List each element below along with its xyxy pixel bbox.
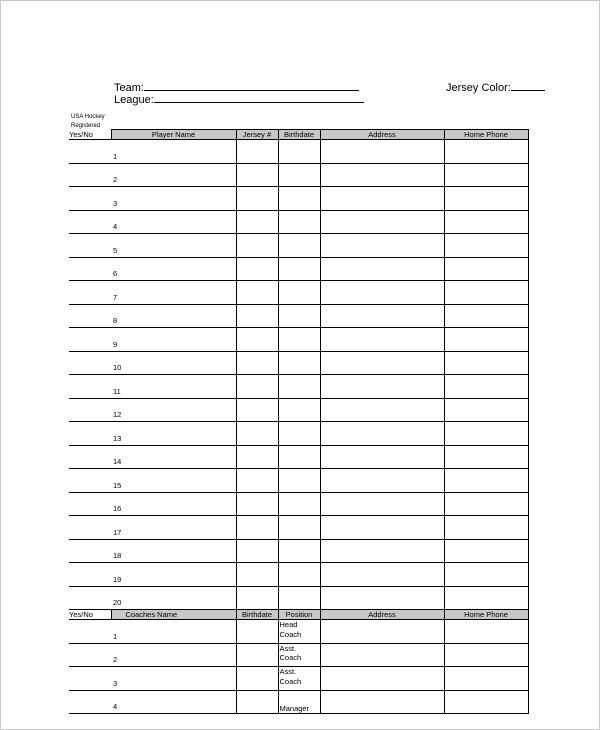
position-cell[interactable]	[278, 620, 320, 644]
jersey-number-cell[interactable]	[236, 492, 278, 516]
player-row	[69, 469, 528, 493]
coach-yesno-cell[interactable]	[69, 667, 111, 691]
player-name-cell[interactable]	[111, 422, 236, 446]
player-name-cell[interactable]	[111, 398, 236, 422]
player-name-cell[interactable]	[111, 257, 236, 281]
coach-yesno-cell[interactable]	[69, 620, 111, 644]
jersey-number-cell[interactable]	[236, 539, 278, 563]
jersey-number-cell[interactable]	[236, 304, 278, 328]
coach-name-cell[interactable]	[111, 620, 236, 644]
player-yesno-cell[interactable]	[69, 563, 111, 587]
player-name-cell[interactable]	[111, 210, 236, 234]
birthdate-cell[interactable]	[278, 539, 320, 563]
player-row-number: 5	[113, 245, 118, 255]
player-row	[69, 304, 528, 328]
team-line[interactable]	[144, 80, 359, 91]
home-phone-cell[interactable]	[444, 210, 528, 234]
jersey-number-cell[interactable]	[236, 469, 278, 493]
coach-home-phone-cell[interactable]	[444, 643, 528, 667]
player-header-row	[69, 130, 528, 140]
player-row-number: 14	[113, 457, 122, 466]
player-row-number: 20	[113, 598, 122, 607]
birthdate-cell[interactable]	[278, 516, 320, 540]
address-header: Address	[320, 130, 444, 140]
player-name-cell[interactable]	[111, 304, 236, 328]
address-cell[interactable]	[320, 163, 444, 187]
birthdate-cell[interactable]	[278, 187, 320, 211]
jersey-number-cell[interactable]	[236, 351, 278, 375]
player-yesno-cell[interactable]	[69, 586, 111, 610]
player-yesno-cell[interactable]	[69, 492, 111, 516]
player-name-cell[interactable]	[111, 187, 236, 211]
home-phone-cell[interactable]	[444, 187, 528, 211]
coach-name-cell[interactable]	[111, 643, 236, 667]
player-name-cell[interactable]	[111, 563, 236, 587]
player-row	[69, 492, 528, 516]
player-name-cell[interactable]	[111, 469, 236, 493]
coach-row-number: 2	[113, 655, 118, 664]
birthdate-cell[interactable]	[278, 210, 320, 234]
home-phone-cell[interactable]	[444, 398, 528, 422]
birthdate-cell[interactable]	[278, 375, 320, 399]
jersey-number-cell[interactable]	[236, 234, 278, 258]
address-cell[interactable]	[320, 187, 444, 211]
player-yesno-cell[interactable]	[69, 351, 111, 375]
player-row	[69, 351, 528, 375]
player-row	[69, 375, 528, 399]
player-row	[69, 516, 528, 540]
jersey-color-line[interactable]	[511, 80, 545, 91]
player-row-number: 10	[113, 363, 122, 372]
coach-home-phone-cell[interactable]	[444, 667, 528, 691]
player-row	[69, 281, 528, 305]
jersey-number-cell[interactable]	[236, 398, 278, 422]
player-row	[69, 586, 528, 610]
birthdate-cell[interactable]	[278, 586, 320, 610]
birthdate-cell[interactable]	[278, 563, 320, 587]
player-name-cell[interactable]	[111, 281, 236, 305]
player-row-number: 4	[113, 222, 118, 231]
player-row	[69, 140, 528, 164]
address-cell[interactable]	[320, 469, 444, 493]
coach-header-row	[69, 610, 528, 620]
coach-birthdate-cell[interactable]	[236, 643, 278, 667]
address-cell[interactable]	[320, 445, 444, 469]
coach-row-number: 3	[113, 678, 118, 688]
coach-row	[69, 667, 528, 691]
coach-name-cell[interactable]	[111, 690, 236, 714]
birthdate-cell[interactable]	[278, 351, 320, 375]
address-cell[interactable]	[320, 422, 444, 446]
home-phone-cell[interactable]	[444, 281, 528, 305]
player-row	[69, 445, 528, 469]
position-value: Head Coach	[279, 620, 302, 639]
jersey-number-cell[interactable]	[236, 445, 278, 469]
player-yesno-cell[interactable]	[69, 422, 111, 446]
player-row-number: 17	[113, 527, 122, 537]
coach-birthdate-header: Birthdate	[236, 610, 278, 620]
home-phone-cell[interactable]	[444, 257, 528, 281]
coach-yesno-cell[interactable]	[69, 690, 111, 714]
player-name-cell[interactable]	[111, 351, 236, 375]
jersey-number-cell[interactable]	[236, 586, 278, 610]
player-name-cell[interactable]	[111, 163, 236, 187]
player-row	[69, 328, 528, 352]
position-cell[interactable]	[278, 690, 320, 714]
home-phone-cell[interactable]	[444, 492, 528, 516]
player-row-number: 15	[113, 480, 122, 490]
player-name-cell[interactable]	[111, 539, 236, 563]
player-yesno-header: Yes/No	[69, 130, 111, 140]
address-cell[interactable]	[320, 257, 444, 281]
address-cell[interactable]	[320, 304, 444, 328]
player-row-number: 1	[113, 151, 118, 161]
birthdate-cell[interactable]	[278, 257, 320, 281]
coaches-name-header: Coaches Name	[111, 610, 236, 620]
coach-row	[69, 643, 528, 667]
coach-address-cell[interactable]	[320, 690, 444, 714]
jersey-number-cell[interactable]	[236, 375, 278, 399]
birthdate-header: Birthdate	[278, 130, 320, 140]
player-row	[69, 422, 528, 446]
player-name-header: Player Name	[111, 130, 236, 140]
league-label: League:	[114, 94, 154, 106]
jersey-number-cell[interactable]	[236, 187, 278, 211]
player-name-cell[interactable]	[111, 140, 236, 164]
coach-yesno-cell[interactable]	[69, 643, 111, 667]
home-phone-cell[interactable]	[444, 234, 528, 258]
birthdate-cell[interactable]	[278, 492, 320, 516]
player-row-number: 16	[113, 504, 122, 513]
player-name-cell[interactable]	[111, 586, 236, 610]
position-cell[interactable]	[278, 667, 320, 691]
home-phone-cell[interactable]	[444, 445, 528, 469]
player-name-cell[interactable]	[111, 328, 236, 352]
jersey-color-label: Jersey Color:	[446, 82, 511, 94]
player-yesno-cell[interactable]	[69, 210, 111, 234]
player-yesno-cell[interactable]	[69, 516, 111, 540]
player-name-cell[interactable]	[111, 375, 236, 399]
address-cell[interactable]	[320, 516, 444, 540]
address-cell[interactable]	[320, 563, 444, 587]
usa-hockey-label: USA Hockey	[71, 114, 105, 120]
position-value: Asst. Coach	[279, 667, 302, 686]
birthdate-cell[interactable]	[278, 140, 320, 164]
player-row-number: 19	[113, 574, 122, 584]
coach-birthdate-cell[interactable]	[236, 620, 278, 644]
coach-row	[69, 690, 528, 714]
registered-label: Registered	[71, 123, 101, 129]
home-phone-cell[interactable]	[444, 351, 528, 375]
position-header: Position	[278, 610, 320, 620]
jersey-number-cell[interactable]	[236, 516, 278, 540]
birthdate-cell[interactable]	[278, 163, 320, 187]
address-cell[interactable]	[320, 140, 444, 164]
birthdate-cell[interactable]	[278, 469, 320, 493]
player-yesno-cell[interactable]	[69, 328, 111, 352]
league-field[interactable]	[114, 92, 364, 107]
coach-row	[69, 620, 528, 644]
coach-home-phone-header: Home Phone	[444, 610, 528, 620]
address-cell[interactable]	[320, 210, 444, 234]
coach-name-cell[interactable]	[111, 667, 236, 691]
jersey-number-header: Jersey #	[236, 130, 278, 140]
player-name-cell[interactable]	[111, 492, 236, 516]
roster-table	[69, 129, 529, 714]
player-row-number: 6	[113, 269, 118, 278]
coach-birthdate-cell[interactable]	[236, 667, 278, 691]
birthdate-cell[interactable]	[278, 328, 320, 352]
team-label: Team:	[114, 82, 144, 94]
address-cell[interactable]	[320, 398, 444, 422]
home-phone-cell[interactable]	[444, 516, 528, 540]
home-phone-cell[interactable]	[444, 163, 528, 187]
birthdate-cell[interactable]	[278, 234, 320, 258]
coach-row-number: 4	[113, 702, 118, 711]
jersey-number-cell[interactable]	[236, 281, 278, 305]
address-cell[interactable]	[320, 328, 444, 352]
jersey-number-cell[interactable]	[236, 328, 278, 352]
home-phone-cell[interactable]	[444, 422, 528, 446]
player-row	[69, 163, 528, 187]
player-row	[69, 257, 528, 281]
coach-address-header: Address	[320, 610, 444, 620]
address-cell[interactable]	[320, 234, 444, 258]
address-cell[interactable]	[320, 539, 444, 563]
coach-address-cell[interactable]	[320, 667, 444, 691]
position-value: Asst. Coach	[279, 643, 302, 662]
player-row-number: 3	[113, 198, 118, 208]
coach-home-phone-cell[interactable]	[444, 690, 528, 714]
player-yesno-cell[interactable]	[69, 163, 111, 187]
player-row	[69, 539, 528, 563]
player-yesno-cell[interactable]	[69, 140, 111, 164]
coach-row-number: 1	[113, 631, 118, 641]
coach-address-cell[interactable]	[320, 643, 444, 667]
jersey-color-field[interactable]	[446, 80, 545, 95]
player-row	[69, 234, 528, 258]
home-phone-cell[interactable]	[444, 304, 528, 328]
player-yesno-cell[interactable]	[69, 304, 111, 328]
home-phone-cell[interactable]	[444, 140, 528, 164]
jersey-number-cell[interactable]	[236, 257, 278, 281]
jersey-number-cell[interactable]	[236, 563, 278, 587]
player-row	[69, 398, 528, 422]
home-phone-cell[interactable]	[444, 586, 528, 610]
player-row	[69, 563, 528, 587]
player-row	[69, 210, 528, 234]
birthdate-cell[interactable]	[278, 445, 320, 469]
home-phone-cell[interactable]	[444, 539, 528, 563]
coach-yesno-header: Yes/No	[69, 610, 111, 620]
player-yesno-cell[interactable]	[69, 257, 111, 281]
player-yesno-cell[interactable]	[69, 398, 111, 422]
home-phone-cell[interactable]	[444, 469, 528, 493]
player-yesno-cell[interactable]	[69, 375, 111, 399]
player-yesno-cell[interactable]	[69, 281, 111, 305]
birthdate-cell[interactable]	[278, 398, 320, 422]
player-name-cell[interactable]	[111, 516, 236, 540]
player-row-number: 7	[113, 292, 118, 302]
player-row-number: 12	[113, 410, 122, 419]
coach-birthdate-cell[interactable]	[236, 690, 278, 714]
player-yesno-cell[interactable]	[69, 539, 111, 563]
player-row-number: 18	[113, 551, 122, 560]
player-yesno-cell[interactable]	[69, 234, 111, 258]
address-cell[interactable]	[320, 492, 444, 516]
coach-address-cell[interactable]	[320, 620, 444, 644]
address-cell[interactable]	[320, 281, 444, 305]
home-phone-cell[interactable]	[444, 563, 528, 587]
player-row	[69, 187, 528, 211]
player-row-number: 11	[113, 386, 121, 396]
jersey-number-cell[interactable]	[236, 210, 278, 234]
address-cell[interactable]	[320, 351, 444, 375]
player-name-cell[interactable]	[111, 445, 236, 469]
address-cell[interactable]	[320, 586, 444, 610]
player-yesno-cell[interactable]	[69, 445, 111, 469]
position-cell[interactable]	[278, 643, 320, 667]
home-phone-cell[interactable]	[444, 375, 528, 399]
address-cell[interactable]	[320, 375, 444, 399]
player-row-number: 8	[113, 316, 118, 325]
player-name-cell[interactable]	[111, 234, 236, 258]
player-yesno-cell[interactable]	[69, 187, 111, 211]
player-yesno-cell[interactable]	[69, 469, 111, 493]
league-line[interactable]	[154, 92, 364, 103]
jersey-number-cell[interactable]	[236, 163, 278, 187]
coach-home-phone-cell[interactable]	[444, 620, 528, 644]
home-phone-cell[interactable]	[444, 328, 528, 352]
player-row-number: 9	[113, 339, 118, 349]
jersey-number-cell[interactable]	[236, 140, 278, 164]
home-phone-header: Home Phone	[444, 130, 528, 140]
position-value: Manager	[279, 703, 310, 713]
birthdate-cell[interactable]	[278, 422, 320, 446]
player-row-number: 2	[113, 175, 118, 184]
jersey-number-cell[interactable]	[236, 422, 278, 446]
player-row-number: 13	[113, 433, 122, 443]
birthdate-cell[interactable]	[278, 304, 320, 328]
birthdate-cell[interactable]	[278, 281, 320, 305]
